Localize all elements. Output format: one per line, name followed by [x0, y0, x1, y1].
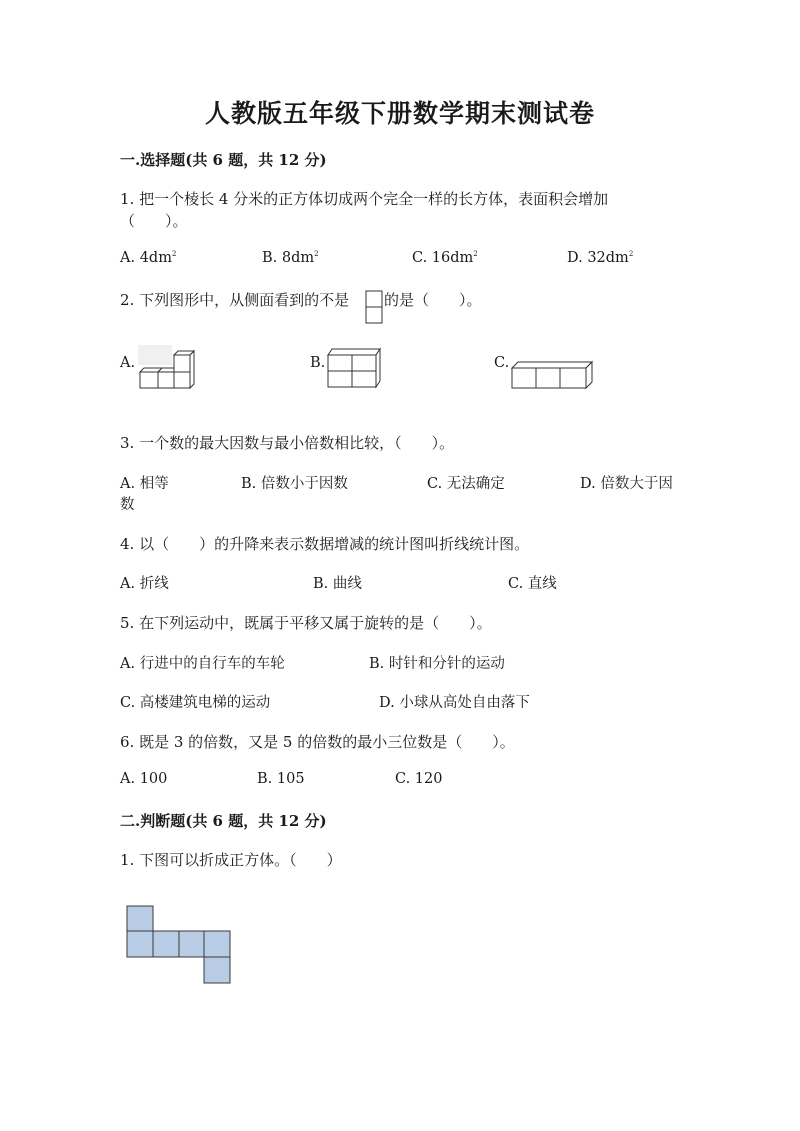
q2-option-c-label: C.	[494, 355, 510, 371]
net-square	[204, 931, 230, 957]
cube-stack-figure-b	[326, 345, 382, 389]
q4-option-c: C. 直线	[508, 576, 557, 592]
q5-option-d: D. 小球从高处自由落下	[379, 695, 530, 711]
question-2-text: 2. 下列图形中，从侧面看到的不是	[120, 291, 350, 309]
cube-row-figure-c	[510, 358, 594, 390]
question-1-text: 1. 把一个棱长 4 分米的正方体切成两个完全一样的长方体，表面积会增加	[120, 190, 609, 208]
q5-option-c: C. 高楼建筑电梯的运动	[120, 695, 271, 711]
q2-option-a-label: A.	[120, 355, 136, 371]
q3-option-d: D. 倍数大于因	[580, 476, 673, 492]
judgement-1-text: 1. 下图可以折成正方体。（ ）	[120, 851, 342, 869]
q5-option-a: A. 行进中的自行车的车轮	[120, 656, 285, 672]
net-square	[127, 906, 153, 931]
question-3-text: 3. 一个数的最大因数与最小倍数相比较，（ ）。	[120, 434, 455, 452]
q3-option-c: C. 无法确定	[427, 476, 505, 492]
question-2-text-end: 的是（ ）。	[384, 291, 482, 309]
section-heading-judgement: 二.判断题(共 6 题，共 12 分)	[120, 812, 327, 830]
q6-option-c: C. 120	[395, 771, 443, 787]
question-6-text: 6. 既是 3 的倍数，又是 5 的倍数的最小三位数是（ ）。	[120, 733, 515, 751]
q1-option-c: C. $16dm^2$	[412, 250, 478, 266]
page-title: 人教版五年级下册数学期末测试卷	[204, 99, 595, 128]
q3-option-d-wrap: 数	[120, 497, 135, 513]
net-square	[127, 931, 153, 957]
q3-option-a: A. 相等	[120, 476, 169, 492]
q1-option-b: B. $8dm^2$	[262, 250, 319, 266]
net-square	[179, 931, 204, 957]
question-4-text: 4. 以（ ）的升降来表示数据增减的统计图叫折线统计图。	[120, 535, 530, 553]
two-stacked-squares-figure	[365, 290, 383, 324]
q1-option-a: A. $4dm^2$	[120, 250, 177, 266]
q5-option-b: B. 时针和分针的运动	[369, 656, 505, 672]
net-square	[204, 957, 230, 983]
cube-net-figure	[126, 905, 232, 985]
cube-stack-figure-a	[138, 345, 196, 389]
question-1-text-cont: （ ）。	[120, 212, 188, 230]
q4-option-b: B. 曲线	[313, 576, 362, 592]
q1-option-d: D. $32dm^2$	[567, 250, 634, 266]
question-5-text: 5. 在下列运动中，既属于平移又属于旋转的是（ ）。	[120, 614, 492, 632]
section-heading-choice: 一.选择题(共 6 题，共 12 分)	[120, 151, 327, 169]
q3-option-b: B. 倍数小于因数	[241, 476, 348, 492]
q6-option-a: A. 100	[120, 771, 168, 787]
q4-option-a: A. 折线	[120, 576, 169, 592]
net-square	[153, 931, 179, 957]
q6-option-b: B. 105	[257, 771, 305, 787]
q2-option-b-label: B.	[310, 355, 326, 371]
